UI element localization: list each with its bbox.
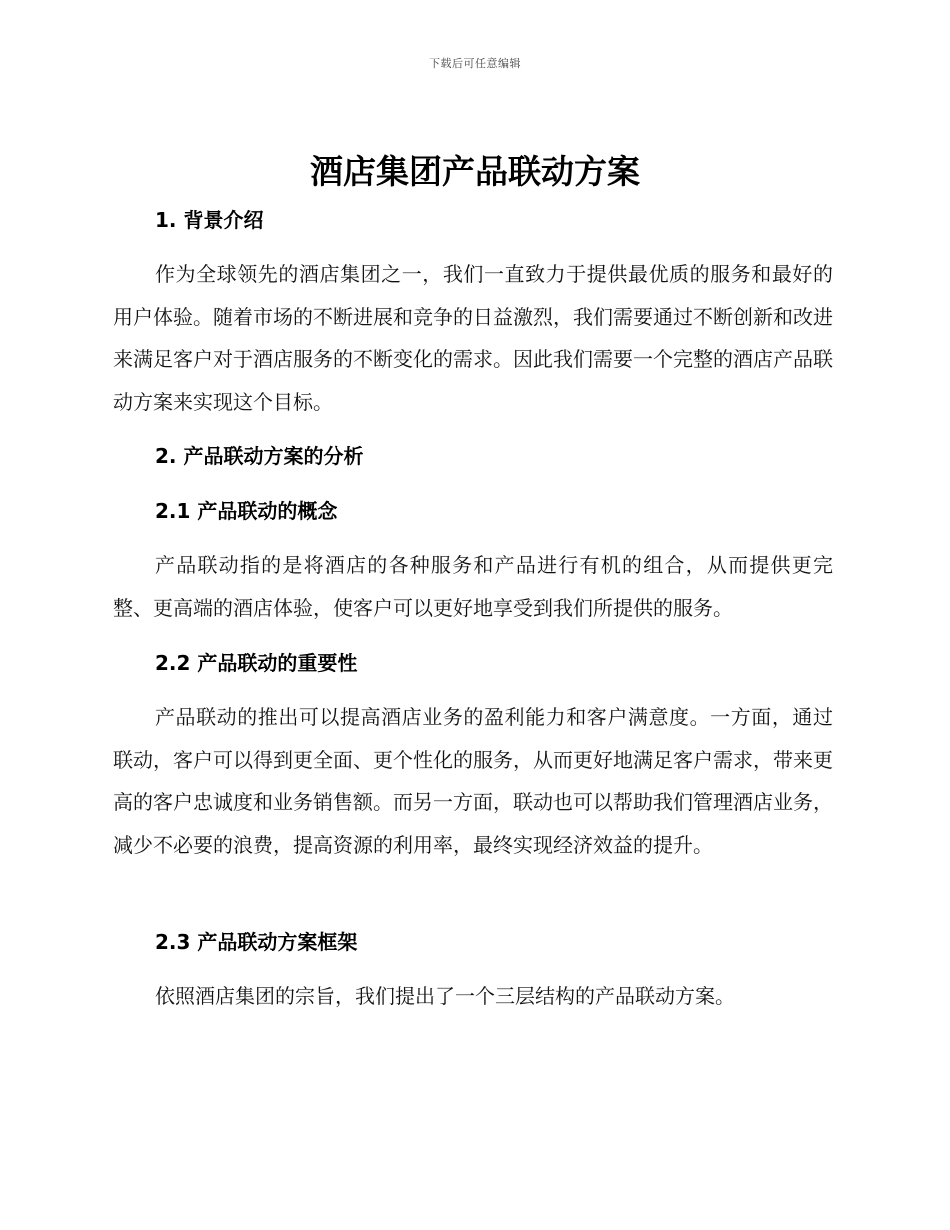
section-heading-importance: 2.2 产品联动的重要性 bbox=[155, 651, 358, 675]
section-paragraph-importance: 产品联动的推出可以提高酒店业务的盈利能力和客户满意度。一方面，通过联动，客户可以得到更全面、更个性化的服务，从而更好地满足客户需求，带来更高的客户忠诚度和业务销售额。而另一方面，联动也可以帮助我们管理酒店业务，减少不必要的浪费，提高资源的利用率，最终实现经济效益的提升。 bbox=[113, 705, 833, 857]
section-paragraph-framework: 依照酒店集团的宗旨，我们提出了一个三层结构的产品联动方案。 bbox=[155, 984, 735, 1008]
section-heading-background: 1. 背景介绍 bbox=[155, 208, 264, 232]
section-heading-analysis: 2. 产品联动方案的分析 bbox=[155, 444, 364, 468]
section-heading-concept: 2.1 产品联动的概念 bbox=[155, 499, 338, 523]
section-paragraph-concept: 产品联动指的是将酒店的各种服务和产品进行有机的组合，从而提供更完整、更高端的酒店体验，使客户可以更好地享受到我们所提供的服务。 bbox=[113, 553, 833, 620]
document-title: 酒店集团产品联动方案 bbox=[310, 152, 640, 191]
section-heading-framework: 2.3 产品联动方案框架 bbox=[155, 930, 358, 954]
section-paragraph-background: 作为全球领先的酒店集团之一，我们一直致力于提供最优质的服务和最好的用户体验。随着市场的不断进展和竞争的日益激烈，我们需要通过不断创新和改进来满足客户对于酒店服务的不断变化的需求。因此我们需要一个完整的酒店产品联动方案来实现这个目标。 bbox=[113, 262, 833, 414]
page-header-note: 下载后可任意编辑 bbox=[429, 57, 521, 70]
